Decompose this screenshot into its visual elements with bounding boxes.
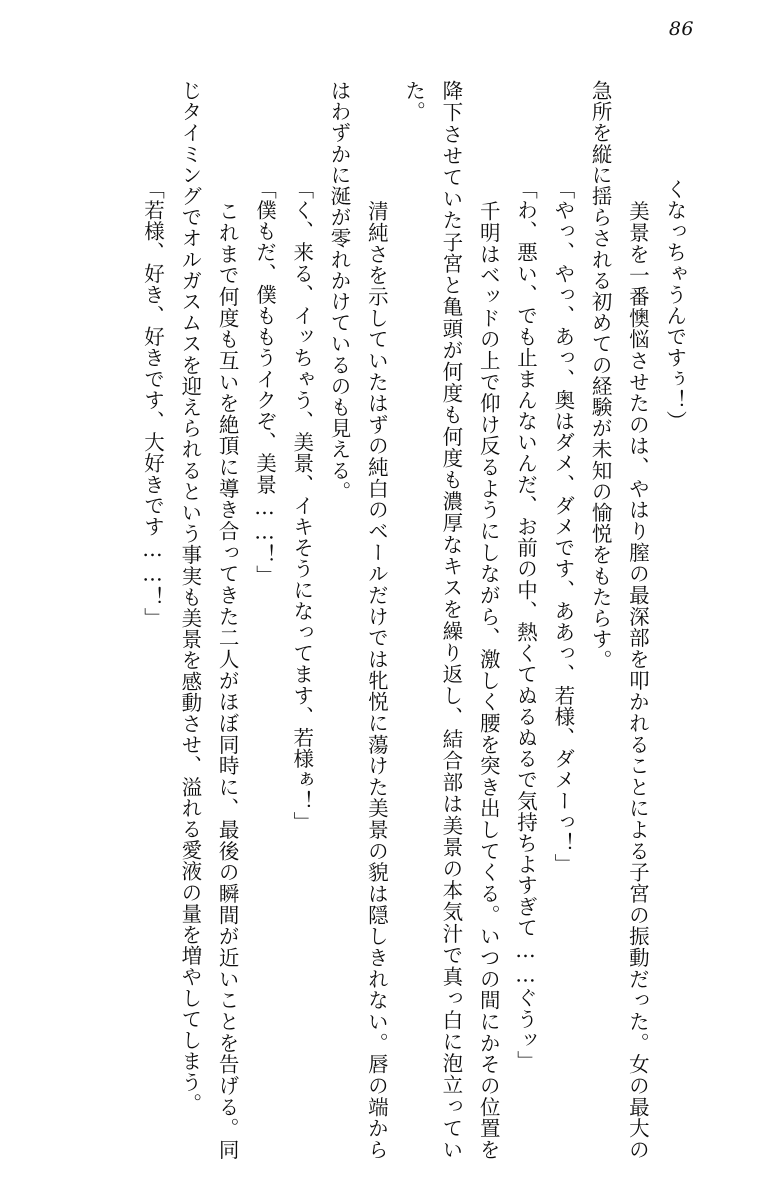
paragraph: くなっちゃうんですぅ！）	[662, 178, 687, 432]
paragraph: 美景を一番懊悩させたのは、やはり膣の最深部を叩かれることによる子宮の振動だった。女の最大の急所を縦に揺らされる初めての経験が未知の愉悦をもたらす。	[588, 80, 650, 1160]
paragraph: 「わ、悪い、でも止まんないんだ、お前の中、熱くてぬるぬるで気持ちよすぎて……ぐうッ」	[513, 178, 538, 1072]
page-number: 86	[668, 18, 694, 40]
paragraph: 「やっ、やっ、あっ、奥はダメ、ダメです、ああっ、若様、ダメーっ！」	[550, 178, 575, 875]
paragraph: 清純さを示していたはずの純白のベールだけでは牝悦に蕩けた美景の貌は隠しきれない。唇の端からはわずかに涎が零れかけているのも見える。	[327, 80, 389, 1160]
paragraph: 千明はベッドの上で仰け反るようにしながら、激しく腰を突き出してくる。いつの間にかその位置を降下させていた子宮と亀頭が何度も何度も濃厚なキスを繰り返し、結合部は美景の本気汁で真っ白に泡立っていた。	[401, 80, 501, 1160]
paragraph: これまで何度も互いを絶頂に導き合ってきた二人がほぼ同時に、最後の瞬間が近いことを告げる。同じタイミングでオルガスムスを迎えられるという事実も美景を感動させ、溢れる愛液の量を増やしてしまう。	[177, 80, 240, 1160]
paragraph: 「く、来る、イッちゃう、美景、イキそうになってます、若様ぁ！」	[289, 178, 314, 833]
paragraph: 「僕もだ、僕ももうイクぞ、美景……！」	[252, 178, 277, 587]
page-body-text	[42, 80, 730, 1160]
paragraph: 「若様、好き、好きです、大好きです……！」	[140, 178, 165, 629]
